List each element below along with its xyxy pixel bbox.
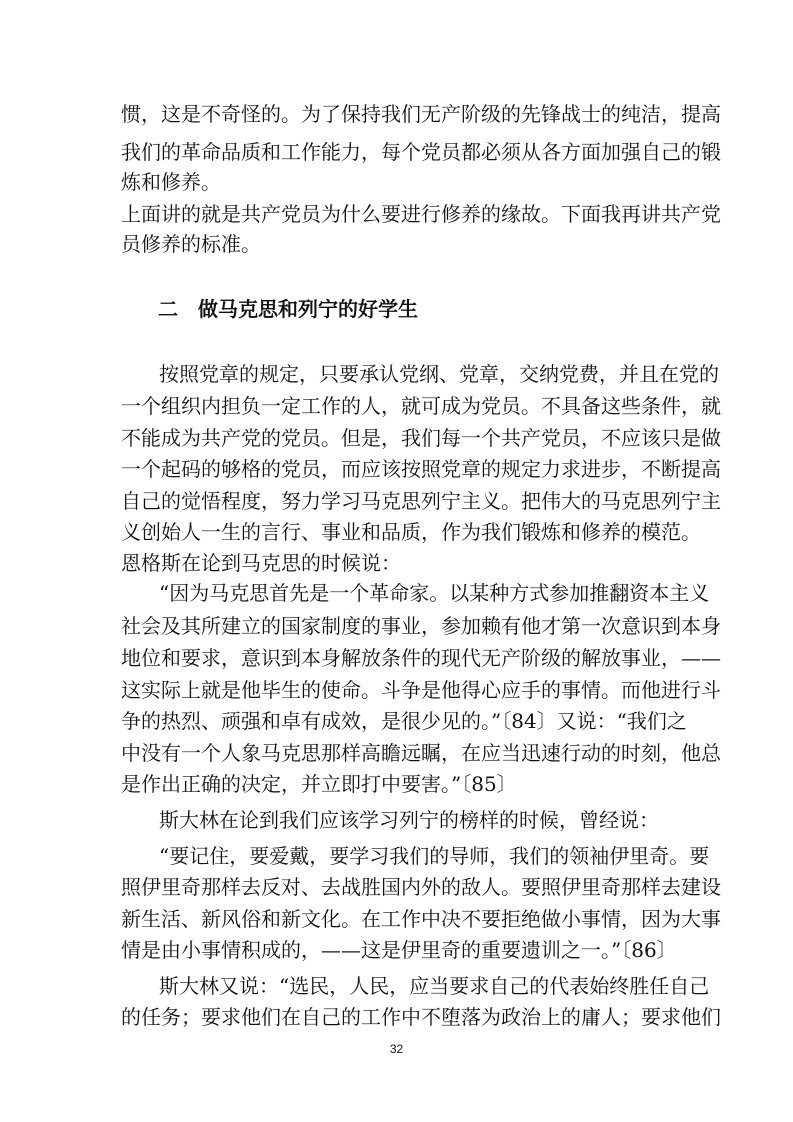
text-line: 炼和修养。 bbox=[121, 170, 221, 194]
text-line: 一个起码的够格的党员，而应该按照党章的规定力求进步，不断提高 bbox=[121, 457, 721, 481]
text-line: 恩格斯在论到马克思的时候说： bbox=[121, 551, 401, 575]
section-heading: 二 做马克思和列宁的好学生 bbox=[158, 297, 418, 321]
quote-line: 是作出正确的决定，并立即打中要害。”〔85〕 bbox=[121, 772, 517, 796]
text-line: 按照党章的规定，只要承认党纲、党章，交纳党费，并且在党的 bbox=[159, 362, 719, 386]
text-line: 上面讲的就是共产党员为什么要进行修养的缘故。下面我再讲共产党 bbox=[121, 202, 721, 226]
quote-line: “要记住，要爱戴，要学习我们的导师，我们的领袖伊里奇。要 bbox=[159, 844, 710, 868]
text-line: 自己的觉悟程度，努力学习马克思列宁主义。把伟大的马克思列宁主 bbox=[121, 489, 721, 513]
text-line: 斯大林在论到我们应该学习列宁的榜样的时候，曾经说： bbox=[159, 808, 659, 832]
text-line: 一个组织内担负一定工作的人，就可成为党员。不具备这些条件，就 bbox=[121, 394, 721, 418]
quote-line: 社会及其所建立的国家制度的事业，参加赖有他才第一次意识到本身 bbox=[121, 614, 721, 638]
text-line: 的任务；要求他们在自己的工作中不堕落为政治上的庸人；要求他们 bbox=[121, 1005, 721, 1029]
text-line: 我们的革命品质和工作能力，每个党员都必须从各方面加强自己的锻 bbox=[121, 140, 721, 164]
quote-line: 照伊里奇那样去反对、去战胜国内外的敌人。要照伊里奇那样去建设 bbox=[121, 875, 721, 899]
text-line: 惯，这是不奇怪的。为了保持我们无产阶级的先锋战士的纯洁，提高 bbox=[121, 102, 721, 126]
quote-line: 新生活、新风俗和新文化。在工作中决不要拒绝做小事情，因为大事 bbox=[121, 907, 721, 931]
text-line: 义创始人一生的言行、事业和品质，作为我们锻炼和修养的模范。 bbox=[121, 520, 701, 544]
quote-line: 地位和要求，意识到本身解放条件的现代无产阶级的解放事业，—— bbox=[121, 646, 721, 670]
page-number: 32 bbox=[389, 1042, 404, 1056]
quote-line: 这实际上就是他毕生的使命。斗争是他得心应手的事情。而他进行斗 bbox=[121, 678, 721, 702]
quote-line: 中没有一个人象马克思那样高瞻远瞩，在应当迅速行动的时刻，他总 bbox=[121, 741, 721, 765]
quote-line: 情是由小事情积成的，——这是伊里奇的重要遗训之一。”〔86〕 bbox=[121, 938, 677, 962]
quote-line: “因为马克思首先是一个革命家。以某种方式参加推翻资本主义 bbox=[159, 581, 710, 605]
text-line: 员修养的标准。 bbox=[121, 232, 261, 256]
text-line: 斯大林又说：“选民，人民，应当要求自己的代表始终胜任自己 bbox=[159, 974, 710, 998]
quote-line: 争的热烈、顽强和卓有成效，是很少见的。”〔84〕又说：“我们之 bbox=[121, 709, 687, 733]
text-line: 不能成为共产党的党员。但是，我们每一个共产党员，不应该只是做 bbox=[121, 426, 721, 450]
